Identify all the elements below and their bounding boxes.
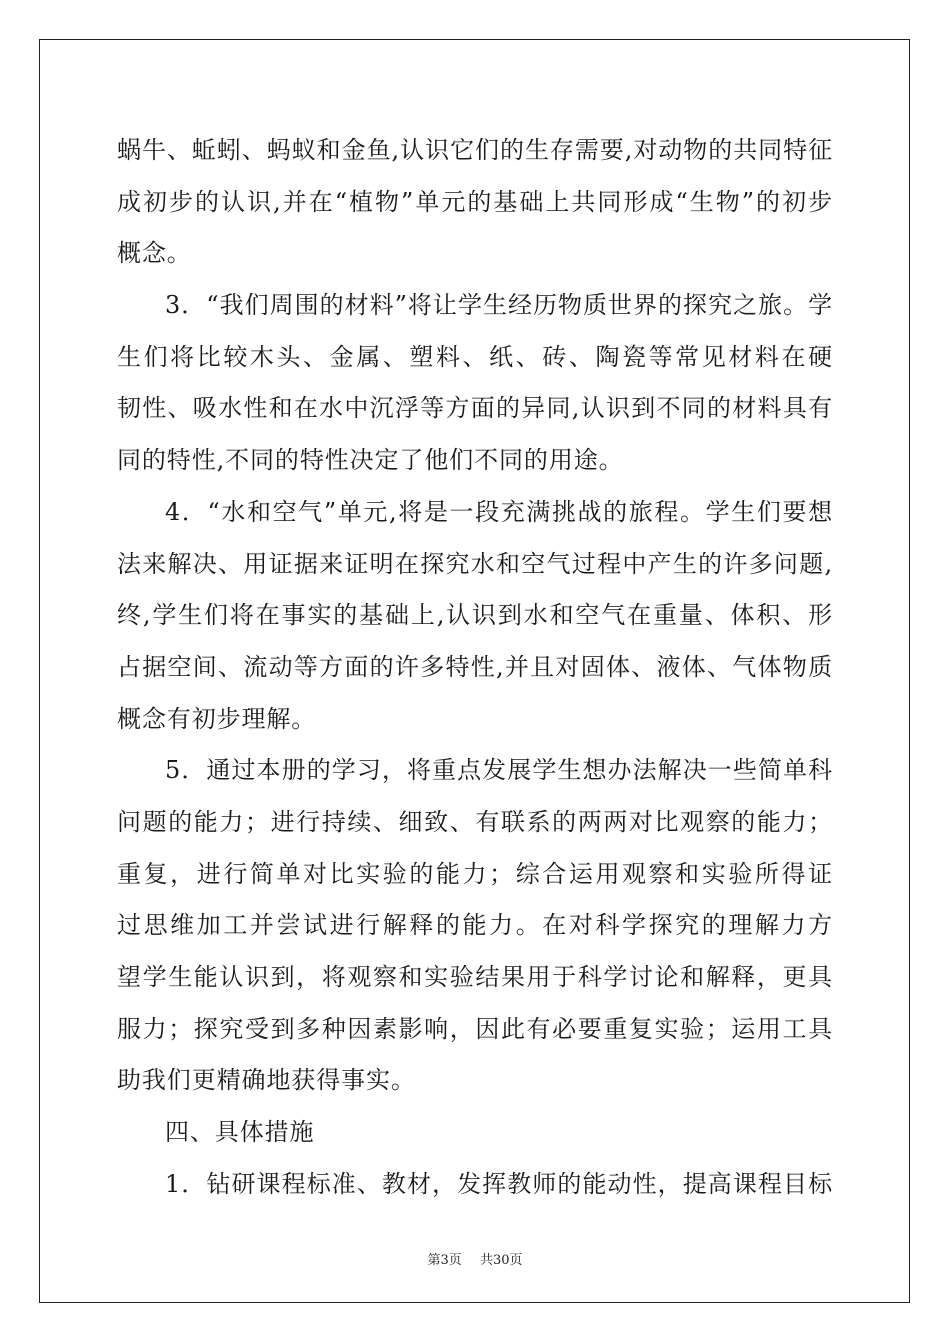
text-line: 望学生能认识到，将观察和实验结果用于科学讨论和解释，更具 — [117, 963, 833, 991]
text-line: 3．“我们周围的材料”将让学生经历物质世界的探究之旅。学 — [165, 291, 833, 320]
text-line: 1．钻研课程标准、教材，发挥教师的能动性，提高课程目标 — [165, 1169, 833, 1198]
text-line: 同的特性,不同的特性决定了他们不同的用途。 — [117, 446, 624, 475]
page-total: 共30页 — [479, 1253, 523, 1268]
text-line: 问题的能力；进行持续、细致、有联系的两两对比观察的能力； — [117, 807, 833, 836]
text-line: 占据空间、流动等方面的许多特性,并且对固体、液体、气体物质 — [117, 652, 833, 681]
text-line: 韧性、吸水性和在水中沉浮等方面的异同,认识到不同的材料具有 — [117, 394, 833, 423]
page-number: 第3页 — [427, 1253, 462, 1268]
document-body — [117, 125, 833, 1210]
text-line: 重复，进行简单对比实验的能力；综合运用观察和实验所得证 — [117, 859, 833, 888]
text-line: 概念有初步理解。 — [117, 704, 317, 733]
text-line: 成初步的认识,并在“植物”单元的基础上共同形成“生物”的初步 — [117, 187, 833, 216]
text-line: 生们将比较木头、金属、塑料、纸、砖、陶瓷等常见材料在硬 — [117, 342, 833, 371]
text-line: 蜗牛、蚯蚓、蚂蚁和金鱼,认识它们的生存需要,对动物的共同特征 — [117, 136, 833, 164]
text-line: 四、具体措施 — [165, 1118, 315, 1147]
text-line: 过思维加工并尝试进行解释的能力。在对科学探究的理解力方 — [117, 911, 833, 940]
text-line: 终,学生们将在事实的基础上,认识到水和空气在重量、体积、形 — [117, 601, 833, 630]
page-footer — [0, 1249, 950, 1268]
text-line: 5．通过本册的学习，将重点发展学生想办法解决一些简单科 — [165, 756, 833, 785]
text-line: 4．“水和空气”单元,将是一段充满挑战的旅程。学生们要想 — [165, 497, 833, 526]
text-line: 服力；探究受到多种因素影响，因此有必要重复实验；运用工具 — [117, 1014, 833, 1043]
text-line: 助我们更精确地获得事实。 — [117, 1066, 416, 1095]
text-line: 概念。 — [117, 239, 192, 268]
text-line: 法来解决、用证据来证明在探究水和空气过程中产生的许多问题, — [117, 549, 833, 578]
